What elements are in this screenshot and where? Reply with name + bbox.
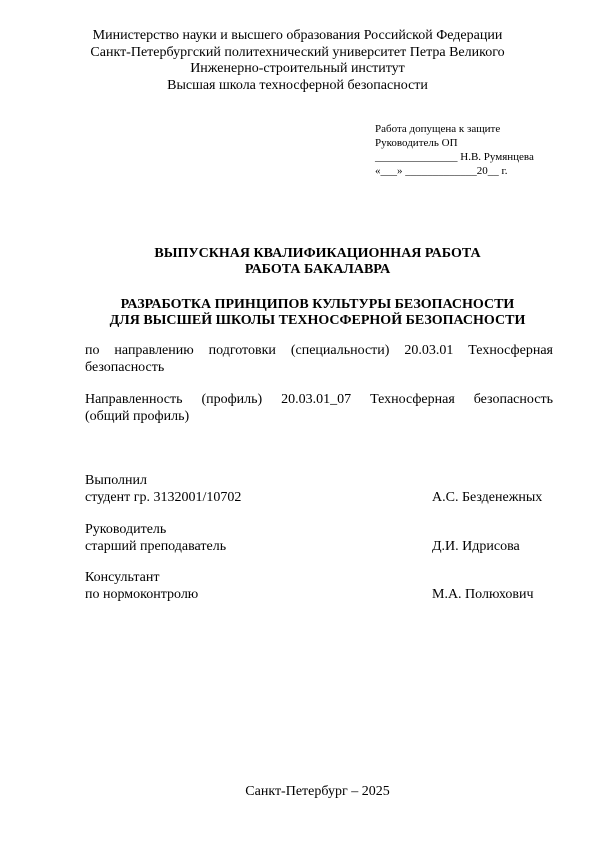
profile-line-1 — [85, 391, 553, 408]
direction-word: направлению — [114, 343, 194, 358]
supervisor-name: Д.И. Идрисова — [432, 539, 520, 554]
approval-date-line: «___» _____________20__ г. — [375, 165, 508, 177]
direction-word: 20.03.01 — [404, 343, 454, 358]
school-line: Высшая школа техносферной безопасности — [167, 77, 428, 93]
ministry-line: Министерство науки и высшего образования Российской Федерации — [92, 28, 503, 43]
direction-word: (специальности) — [290, 343, 390, 358]
profile-word: безопасность — [473, 392, 553, 407]
profile-line-2: (общий профиль) — [85, 409, 190, 424]
direction-line-1 — [85, 342, 553, 359]
consultant-position: по нормоконтролю — [85, 587, 199, 602]
student-role: Выполнил — [85, 473, 148, 488]
thesis-topic-line-2: ДЛЯ ВЫСШЕЙ ШКОЛЫ ТЕХНОСФЕРНОЙ БЕЗОПАСНОСТИ — [109, 313, 526, 328]
direction-word: Техносферная — [468, 343, 553, 358]
consultant-role: Консультант — [85, 570, 160, 585]
profile-word: Направленность — [85, 392, 183, 407]
direction-paragraph — [85, 342, 553, 376]
student-position: студент гр. 3132001/10702 — [85, 490, 242, 505]
profile-word: 20.03.01_07 — [281, 392, 352, 407]
thesis-degree-line: РАБОТА БАКАЛАВРА — [244, 262, 391, 277]
approval-head-title: Руководитель ОП — [375, 137, 458, 149]
consultant-name: М.А. Полюхович — [432, 587, 534, 602]
direction-word: по — [85, 343, 100, 358]
institution-header — [0, 28, 595, 94]
university-line: Санкт-Петербургский политехнический университет Петра Великого — [90, 44, 505, 60]
profile-word: Техносферная — [370, 392, 455, 407]
supervisor-role: Руководитель — [85, 522, 167, 537]
approval-head-name: Н.В. Румянцева — [460, 151, 534, 163]
approval-signature-line — [375, 150, 534, 164]
thesis-type-line: ВЫПУСКНАЯ КВАЛИФИКАЦИОННАЯ РАБОТА — [154, 246, 481, 261]
profile-paragraph — [85, 391, 553, 425]
thesis-topic-line-1: РАЗРАБОТКА ПРИНЦИПОВ КУЛЬТУРЫ БЕЗОПАСНОСТИ — [120, 297, 515, 312]
direction-word: подготовки — [208, 343, 276, 358]
student-name: А.С. Безденежных — [432, 490, 543, 505]
direction-line-2: безопасность — [85, 360, 165, 375]
city-year: Санкт-Петербург – 2025 — [245, 784, 390, 799]
profile-word: (профиль) — [201, 392, 263, 407]
approval-signature-blank: _______________ — [375, 151, 458, 163]
thesis-title-block — [0, 246, 595, 329]
approval-admitted: Работа допущена к защите — [375, 123, 501, 135]
approval-block — [375, 122, 534, 178]
supervisor-position: старший преподаватель — [85, 539, 227, 554]
institute-line: Инженерно-строительный институт — [190, 61, 405, 76]
